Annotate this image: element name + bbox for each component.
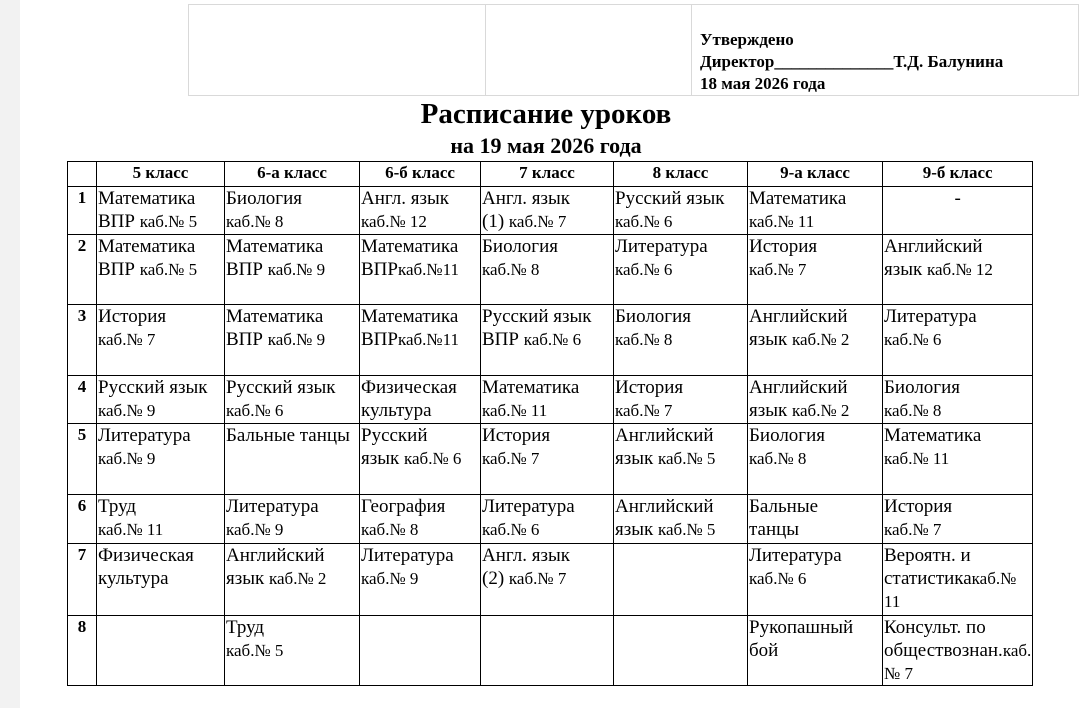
lesson-cell [883, 424, 1033, 495]
room-number: каб.№ 9 [98, 449, 156, 468]
schedule-row [68, 376, 1033, 424]
room-number: каб.№ 7 [98, 330, 156, 349]
schedule-row [68, 424, 1033, 495]
subject-detail: (1) [482, 211, 509, 232]
subject-name: Труд [98, 496, 137, 517]
lesson-cell [614, 187, 748, 235]
lesson-number: 5 [68, 424, 97, 495]
approval-cell [692, 5, 1079, 96]
subject-detail: ВПР [361, 329, 398, 350]
lesson-cell [883, 376, 1033, 424]
subject-name: Русский [361, 425, 428, 446]
room-number: каб.№ 7 [615, 401, 673, 420]
room-number: каб.№ 6 [482, 520, 540, 539]
room-number: каб.№ 2 [792, 401, 850, 420]
subject-name: Литература [482, 496, 575, 517]
lesson-cell [748, 376, 883, 424]
subject-name: Русский язык [98, 377, 208, 398]
column-header [68, 162, 97, 187]
column-header: 6-а класс [225, 162, 360, 187]
lesson-cell [748, 616, 883, 686]
lesson-cell [748, 424, 883, 495]
room-number: каб.№ 9 [226, 520, 284, 539]
document-title: Расписание уроков [420, 98, 672, 130]
lesson-number: 7 [68, 544, 97, 616]
room-number: каб.№ 6 [749, 569, 807, 588]
subject-name: Математика [98, 236, 196, 257]
subject-detail: (2) [482, 568, 509, 589]
subject-detail: язык [749, 400, 792, 421]
lesson-cell [883, 495, 1033, 544]
subject-name: Математика [361, 306, 459, 327]
schedule-row [68, 544, 1033, 616]
lesson-cell [883, 616, 1033, 686]
subject-name: Русский язык [226, 377, 336, 398]
subject-name: Физическая [361, 377, 457, 398]
lesson-cell [748, 235, 883, 305]
subject-name: Биология [749, 425, 826, 446]
room-number: каб.№ 9 [361, 569, 419, 588]
lesson-cell [481, 544, 614, 616]
subject-name: Английский [615, 496, 714, 517]
room-number: каб.№ 5 [658, 449, 716, 468]
lesson-cell [360, 235, 481, 305]
lesson-cell [360, 376, 481, 424]
lesson-cell [883, 305, 1033, 376]
subject-name: География [361, 496, 446, 517]
subject-name: Англ. язык [482, 545, 570, 566]
lesson-cell [97, 235, 225, 305]
subject-name: Труд [226, 617, 265, 638]
lesson-cell [360, 616, 481, 686]
room-number: каб.№ 8 [615, 330, 673, 349]
room-number: каб.№ 8 [361, 520, 419, 539]
schedule-row [68, 495, 1033, 544]
room-number: каб.№ 8 [482, 260, 540, 279]
room-number: каб.№ 2 [792, 330, 850, 349]
header-layout-table [188, 4, 1079, 96]
room-number: каб.№ 11 [884, 569, 1017, 611]
subject-detail: статистика [884, 568, 972, 589]
room-number: каб.№ 7 [884, 520, 942, 539]
room-number: каб.№ 7 [749, 260, 807, 279]
subject-name: Англ. язык [482, 188, 570, 209]
lesson-cell [614, 616, 748, 686]
subject-name: - [954, 188, 961, 209]
subject-name: Математика [884, 425, 982, 446]
subject-detail: язык [749, 329, 792, 350]
lesson-cell [481, 187, 614, 235]
lesson-cell [614, 424, 748, 495]
subject-detail: культура [98, 568, 169, 589]
schedule-header-row [68, 162, 1033, 187]
room-number: каб.№ 8 [884, 401, 942, 420]
room-number: каб.№ 11 [482, 401, 548, 420]
lesson-cell [481, 235, 614, 305]
subject-name: Математика [361, 236, 459, 257]
lesson-cell [97, 376, 225, 424]
subject-name: Биология [482, 236, 559, 257]
lesson-cell [481, 616, 614, 686]
subject-detail: бой [749, 640, 779, 661]
subject-name: Биология [884, 377, 961, 398]
column-header: 5 класс [97, 162, 225, 187]
room-number: каб.№ 5 [226, 641, 284, 660]
subject-name: История [482, 425, 551, 446]
subject-name: Литература [884, 306, 977, 327]
subject-detail: обществознан. [884, 640, 1003, 661]
subject-name: Рукопашный [749, 617, 854, 638]
lesson-cell [481, 495, 614, 544]
room-number: каб.№ 2 [269, 569, 327, 588]
lesson-cell [360, 544, 481, 616]
subject-detail: ВПР [226, 259, 268, 280]
lesson-cell [225, 305, 360, 376]
subject-name: Литература [749, 545, 842, 566]
room-number: каб.№ 9 [267, 260, 326, 279]
subject-name: История [884, 496, 953, 517]
subject-name: Литература [98, 425, 191, 446]
lesson-cell [748, 495, 883, 544]
room-number: каб.№ 11 [884, 449, 950, 468]
subject-name: Консульт. по [884, 617, 986, 638]
subject-name: Бальные [749, 496, 819, 517]
room-number: каб.№ 6 [226, 401, 284, 420]
lesson-cell [614, 376, 748, 424]
subject-detail: язык [361, 448, 404, 469]
room-number: каб.№ 11 [749, 212, 815, 231]
subject-name: Вероятн. и [884, 545, 971, 566]
room-number: каб.№ 7 [482, 449, 540, 468]
schedule-row [68, 305, 1033, 376]
subject-detail: ВПР [482, 329, 524, 350]
lesson-number: 8 [68, 616, 97, 686]
room-number: каб.№ 7 [508, 212, 567, 231]
header-empty-cell [189, 5, 486, 96]
lesson-cell [97, 544, 225, 616]
lesson-cell [748, 305, 883, 376]
subject-name: Математика [98, 188, 196, 209]
subject-name: Математика [226, 236, 324, 257]
subject-name: История [615, 377, 684, 398]
room-number: каб.№ 9 [98, 401, 156, 420]
room-number: каб.№ 12 [927, 260, 993, 279]
room-number: каб.№ 7 [884, 641, 1032, 683]
subject-name: Математика [482, 377, 580, 398]
room-number: каб.№ 6 [615, 212, 673, 231]
document-subtitle: на 19 мая 2026 года [450, 133, 642, 158]
lesson-cell [614, 305, 748, 376]
subject-detail: ВПР [98, 259, 140, 280]
subject-name: Математика [749, 188, 847, 209]
subject-detail: язык [615, 448, 658, 469]
room-number: каб.№11 [397, 330, 460, 349]
column-header: 9-б класс [883, 162, 1033, 187]
lesson-cell [360, 424, 481, 495]
subject-detail: ВПР [98, 211, 140, 232]
lesson-cell [97, 187, 225, 235]
lesson-cell [97, 305, 225, 376]
lesson-cell [97, 616, 225, 686]
lesson-cell [360, 305, 481, 376]
schedule-row [68, 235, 1033, 305]
subject-name: Бальные танцы [226, 425, 350, 446]
subject-detail: язык [226, 568, 269, 589]
lesson-cell [748, 544, 883, 616]
subject-name: Литература [615, 236, 708, 257]
lesson-cell [614, 544, 748, 616]
subject-name: Русский язык [615, 188, 725, 209]
room-number: каб.№ 12 [361, 212, 427, 231]
room-number: каб.№ 6 [615, 260, 673, 279]
lesson-cell [97, 495, 225, 544]
lesson-cell [481, 424, 614, 495]
subject-name: Англ. язык [361, 188, 449, 209]
lesson-cell [360, 495, 481, 544]
lesson-cell [225, 495, 360, 544]
lesson-cell [883, 544, 1033, 616]
schedule-row [68, 187, 1033, 235]
lesson-cell [360, 187, 481, 235]
lesson-cell [883, 235, 1033, 305]
room-number: каб.№ 11 [98, 520, 164, 539]
column-header: 7 класс [481, 162, 614, 187]
room-number: каб.№ 5 [139, 212, 198, 231]
subject-name: Литература [361, 545, 454, 566]
lesson-cell [97, 424, 225, 495]
room-number: каб.№ 8 [749, 449, 807, 468]
approval-line-1: Утверждено [700, 30, 794, 49]
lesson-cell [225, 424, 360, 495]
subject-name: Математика [226, 306, 324, 327]
approval-line-2: Директор______________Т.Д. Балунина [700, 52, 1004, 71]
subject-detail: культура [361, 400, 432, 421]
lesson-cell [481, 305, 614, 376]
room-number: каб.№ 6 [523, 330, 582, 349]
lesson-cell [225, 376, 360, 424]
schedule-row [68, 616, 1033, 686]
approval-line-3: 18 мая 2026 года [700, 74, 826, 93]
subject-name: Английский [884, 236, 983, 257]
lesson-number: 4 [68, 376, 97, 424]
lesson-cell [225, 544, 360, 616]
subject-name: История [98, 306, 167, 327]
subject-name: Физическая [98, 545, 194, 566]
lesson-number: 2 [68, 235, 97, 305]
subject-detail: ВПР [361, 259, 398, 280]
lesson-cell [614, 495, 748, 544]
subject-name: Английский [749, 377, 848, 398]
column-header: 6-б класс [360, 162, 481, 187]
subject-name: Литература [226, 496, 319, 517]
lesson-cell [225, 235, 360, 305]
lesson-number: 6 [68, 495, 97, 544]
subject-name: Биология [615, 306, 692, 327]
lesson-cell [481, 376, 614, 424]
schedule-table [67, 161, 1033, 686]
lesson-cell [225, 616, 360, 686]
lesson-number: 1 [68, 187, 97, 235]
room-number: каб.№ 8 [226, 212, 284, 231]
subject-name: Биология [226, 188, 303, 209]
room-number: каб.№ 6 [884, 330, 942, 349]
subject-name: Английский [226, 545, 325, 566]
room-number: каб.№ 6 [404, 449, 462, 468]
room-number: каб.№ 9 [267, 330, 326, 349]
lesson-cell [748, 187, 883, 235]
subject-name: Английский [615, 425, 714, 446]
room-number: каб.№11 [397, 260, 460, 279]
subject-name: Русский язык [482, 306, 592, 327]
subject-detail: язык [884, 259, 927, 280]
room-number: каб.№ 5 [139, 260, 198, 279]
subject-name: История [749, 236, 818, 257]
subject-name: Английский [749, 306, 848, 327]
subject-detail: язык [615, 519, 658, 540]
header-empty-cell [486, 5, 692, 96]
lesson-cell [614, 235, 748, 305]
approval-block [692, 5, 1078, 95]
subject-detail: ВПР [226, 329, 268, 350]
lesson-cell [883, 187, 1033, 235]
room-number: каб.№ 5 [658, 520, 716, 539]
lesson-number: 3 [68, 305, 97, 376]
lesson-cell [225, 187, 360, 235]
column-header: 8 класс [614, 162, 748, 187]
subject-detail: танцы [749, 519, 800, 540]
column-header: 9-а класс [748, 162, 883, 187]
room-number: каб.№ 7 [508, 569, 567, 588]
